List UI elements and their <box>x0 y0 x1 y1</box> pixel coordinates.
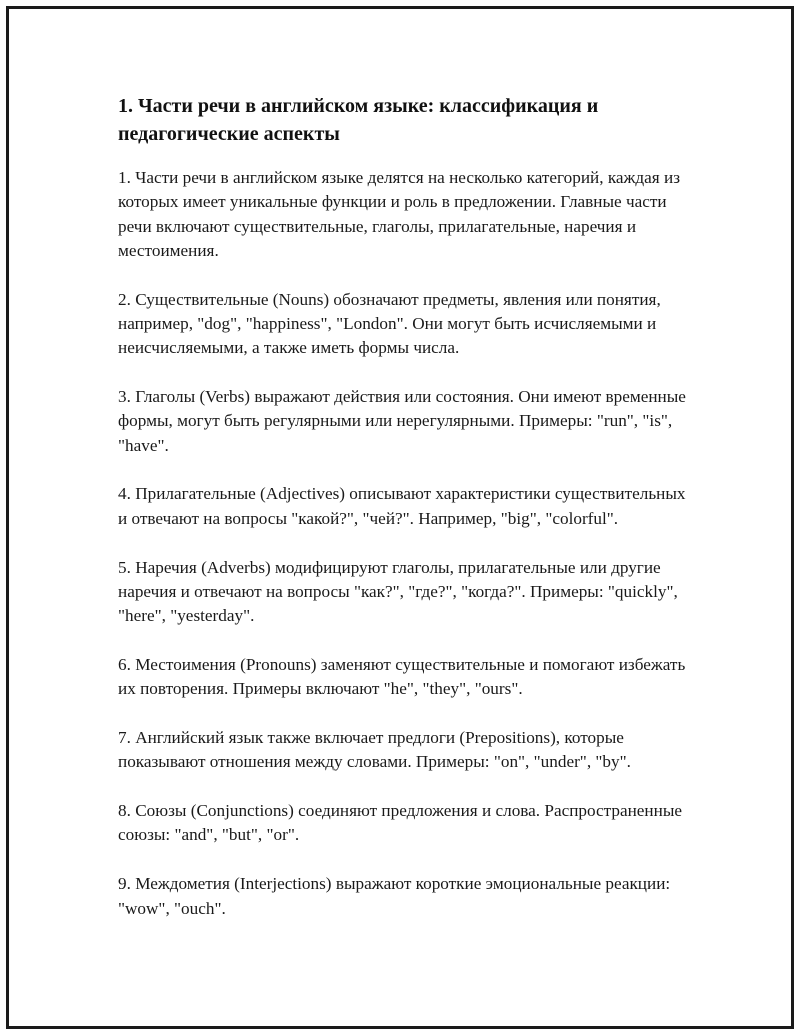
paragraph-1: 1. Части речи в английском языке делятся на несколько категорий, каждая из которых имеет уникальные функции и роль в предложении. Главные части речи включают существительные, глаголы, прилагательные, наречия и местоимения. <box>118 168 680 260</box>
paragraph-3: 3. Глаголы (Verbs) выражают действия или состояния. Они имеют временные формы, могут быть регулярными или нерегулярными. Примеры: "run", "is", "have". <box>118 387 686 455</box>
paragraph-2: 2. Существительные (Nouns) обозначают предметы, явления или понятия, например, "dog", "happiness", "London". Они могут быть исчисляемыми и неисчисляемыми, а также иметь формы числа. <box>118 289 661 358</box>
paragraph-7: 7. Английский язык также включает предлоги (Prepositions), которые показывают отношения между словами. Примеры: "on", "under", "by". <box>118 728 631 772</box>
paragraph-4: 4. Прилагательные (Adjectives) описывают характеристики существительных и отвечают на вопросы "какой?", "чей?". Например, "big", "colorful". <box>118 484 686 528</box>
paragraph-5: 5. Наречия (Adverbs) модифицируют глаголы, прилагательные или другие наречия и отвечают на вопросы "как?", "где?", "когда?". Примеры: "quickly", "here", "yesterday". <box>118 557 678 626</box>
paragraph-8: 8. Союзы (Conjunctions) соединяют предложения и слова. Распространенные союзы: "and", "but", "or". <box>118 801 682 845</box>
document-body <box>118 92 698 945</box>
document-title: 1. Части речи в английском языке: классификация и педагогические аспекты <box>118 95 599 145</box>
paragraph-9: 9. Междометия (Interjections) выражают короткие эмоциональные реакции: "wow", "ouch". <box>118 874 671 918</box>
paragraph-6: 6. Местоимения (Pronouns) заменяют существительные и помогают избежать их повторения. Примеры включают "he", "they", "ours". <box>118 654 686 699</box>
